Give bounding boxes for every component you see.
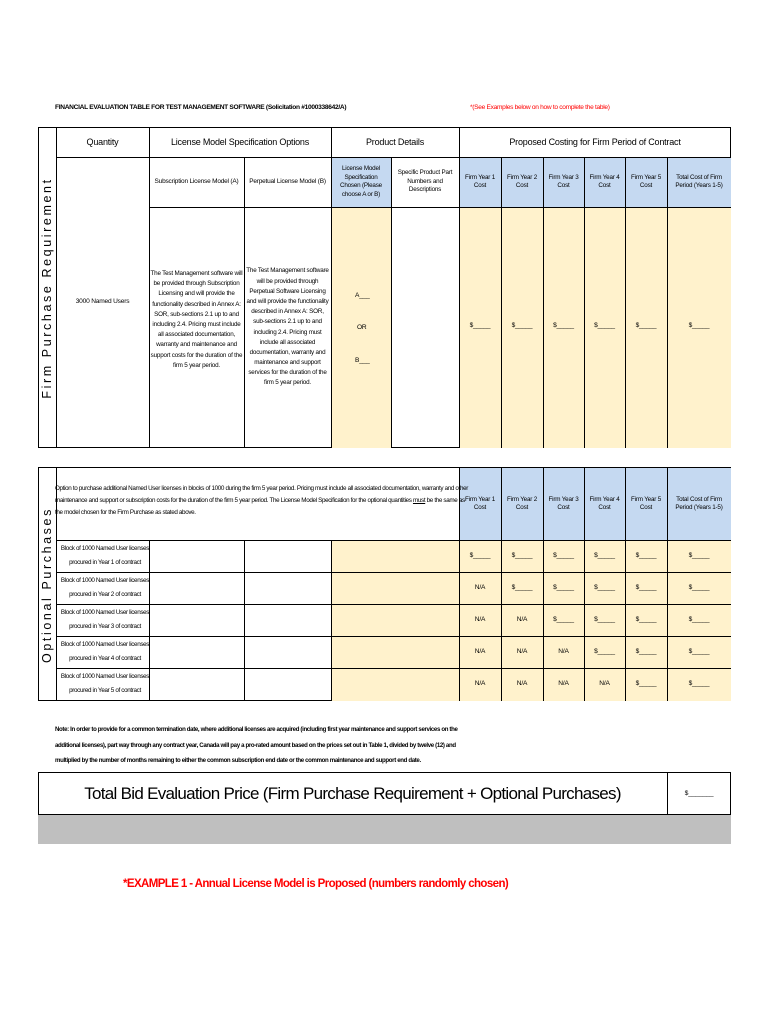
license-chosen-header: License Model Specification Chosen (Please choose A or B) [339, 165, 382, 198]
firm-total-cost[interactable]: $_____ [688, 321, 710, 329]
optional-row-5-year-5-cost[interactable]: $_____ [635, 679, 657, 687]
optional-row-1-year-3-cost[interactable]: $_____ [553, 551, 574, 559]
example-1-title: *EXAMPLE 1 - Annual License Model is Proposed (numbers randomly chosen) [123, 878, 509, 890]
examples-note: *(See Examples below on how to complete the table) [470, 104, 610, 111]
proposed-costing-header: Proposed Costing for Firm Period of Contract [509, 137, 681, 147]
optional-row-5-total[interactable]: $_____ [688, 679, 710, 687]
firm-purchase-side-label: Firm Purchase Requirement [40, 177, 54, 399]
license-options-header: License Model Specification Options [170, 137, 310, 147]
firm-quantity: 3000 Named Users [75, 297, 130, 305]
firm-year-3-cost[interactable]: $_____ [553, 321, 574, 329]
optional-row-label-line-1: Block of 1000 Named User licenses [60, 609, 150, 616]
optional-row-3-year-5-cost[interactable]: $_____ [635, 615, 657, 623]
optional-row-label [60, 574, 150, 602]
optional-row-3-year-2-cost: N/A [516, 615, 528, 623]
optional-row-label-line-2: procured in Year 4 of contract [69, 655, 141, 662]
firm-year-2-header: Firm Year 2 Cost [507, 173, 537, 189]
part-numbers-header: Specific Product Part Numbers and Descriptions [397, 169, 453, 194]
termination-note [55, 722, 458, 769]
optional-intro-line-2b: be the same as [425, 497, 465, 504]
optional-row-1-year-5-cost[interactable]: $_____ [635, 551, 657, 559]
optional-intro-line-2a: maintenance and support or subscription costs for the duration of the firm 5 year period. The License Model Specification for the optional quantities [55, 497, 413, 504]
optional-row-1-total[interactable]: $_____ [688, 551, 710, 559]
optional-row-4-year-2-cost: N/A [516, 647, 528, 655]
optional-row-2-year-5-cost[interactable]: $_____ [635, 583, 657, 591]
optional-row-4-year-1-cost: N/A [474, 647, 486, 655]
opt-year-3-header: Firm Year 3 Cost [548, 495, 579, 511]
note-line-1: Note: In order to provide for a common termination date, where additional licenses are acquired (including first year maintenance and support services on the [55, 726, 458, 733]
optional-details-input[interactable] [331, 540, 459, 701]
optional-row-3-year-1-cost: N/A [474, 615, 486, 623]
optional-row-1-year-4-cost[interactable]: $_____ [594, 551, 615, 559]
optional-row-label [60, 542, 150, 570]
choice-a[interactable]: A___ [355, 292, 370, 299]
optional-row-3-total[interactable]: $_____ [688, 615, 710, 623]
choice-b[interactable]: B___ [355, 357, 370, 364]
opt-total-header: Total Cost of Firm Period (Years 1-5) [675, 495, 723, 511]
product-details-header: Product Details [365, 137, 425, 147]
quantity-header: Quantity [86, 137, 119, 147]
optional-row-4-year-3-cost: N/A [558, 647, 569, 655]
optional-purchases-side-label: Optional Purchases [40, 507, 54, 663]
subscription-model-description: The Test Management software will be provided through Subscription Licensing and will provide the functionality described in Annex A: SOR, sub-sections 2.1 up to and including 2.4. Pricing must include all associated documentation, warranty and maintenance and support costs for the duration of the firm 5 year period. [150, 270, 243, 369]
optional-row-label [60, 638, 150, 666]
optional-intro-must: must [412, 497, 426, 504]
firm-year-2-cost[interactable]: $_____ [511, 321, 533, 329]
subscription-model-header: Subscription License Model (A) [154, 177, 239, 185]
firm-year-3-header: Firm Year 3 Cost [548, 173, 579, 189]
table-title: FINANCIAL EVALUATION TABLE FOR TEST MANAGEMENT SOFTWARE (Solicitation #1000338642/A) [55, 104, 347, 111]
optional-row-3-year-4-cost[interactable]: $_____ [594, 615, 615, 623]
opt-year-5-header: Firm Year 5 Cost [631, 495, 661, 511]
optional-row-label-line-2: procured in Year 5 of contract [69, 687, 141, 694]
note-line-3: multiplied by the number of months remaining to either the common subscription end date or the common maintenance and support end date. [55, 757, 421, 764]
optional-row-label [60, 606, 150, 634]
optional-intro-line-2 [55, 495, 468, 507]
optional-row-label-line-1: Block of 1000 Named User licenses [60, 545, 150, 552]
optional-row-4-total[interactable]: $_____ [688, 647, 710, 655]
total-bid-label: Total Bid Evaluation Price (Firm Purchase Requirement + Optional Purchases) [84, 783, 621, 803]
optional-row-5-year-2-cost: N/A [516, 679, 528, 687]
optional-row-label [60, 670, 150, 698]
firm-year-1-cost[interactable]: $_____ [469, 321, 491, 329]
optional-intro-line-3: the model chosen for the Firm Purchase as stated above. [55, 509, 196, 516]
perpetual-model-header: Perpetual License Model (B) [249, 177, 326, 185]
optional-row-label-line-1: Block of 1000 Named User licenses [60, 641, 150, 648]
perpetual-model-description: The Test Management software will be provided through Perpetual Software Licensing and will provide the functionality described in Annex A: SOR, sub-sections 2.1 up to and including 2.4. Pricing must include all associated documentation, warranty and maintenance and support services for the duration of the firm 5 year period. [246, 267, 329, 387]
optional-intro-line-1: Option to purchase additional Named User licenses in blocks of 1000 during the firm 5 year period. Pricing must include all associated documentation, warranty and other [55, 485, 469, 492]
optional-row-label-line-2: procured in Year 1 of contract [69, 559, 141, 566]
optional-row-label-line-2: procured in Year 2 of contract [69, 591, 141, 598]
optional-row-2-total[interactable]: $_____ [688, 583, 710, 591]
note-line-2: additional licenses), part way through any contract year, Canada will pay a pro-rated amount based on the prices set out in Table 1, divided by twelve (12) and [55, 741, 456, 749]
optional-row-1-year-2-cost[interactable]: $_____ [511, 551, 533, 559]
optional-row-label-line-2: procured in Year 3 of contract [69, 623, 141, 630]
optional-row-1-year-1-cost[interactable]: $_____ [469, 551, 491, 559]
optional-row-5-year-1-cost: N/A [474, 679, 486, 687]
optional-row-2-year-1-cost: N/A [474, 583, 486, 591]
firm-year-5-cost[interactable]: $_____ [635, 321, 657, 329]
firm-total-header: Total Cost of Firm Period (Years 1-5) [675, 173, 723, 189]
optional-row-3-year-3-cost[interactable]: $_____ [553, 615, 574, 623]
optional-row-label-line-1: Block of 1000 Named User licenses [60, 673, 150, 680]
firm-year-4-header: Firm Year 4 Cost [589, 173, 620, 189]
optional-row-2-year-2-cost[interactable]: $_____ [511, 583, 533, 591]
optional-row-2-year-4-cost[interactable]: $_____ [594, 583, 615, 591]
optional-row-2-year-3-cost[interactable]: $_____ [553, 583, 574, 591]
opt-year-1-header: Firm Year 1 Cost [465, 495, 495, 511]
opt-year-4-header: Firm Year 4 Cost [589, 495, 620, 511]
choice-or: OR [357, 324, 367, 331]
separator-band [38, 815, 731, 844]
optional-intro [55, 483, 468, 519]
optional-row-5-year-3-cost: N/A [558, 679, 569, 687]
total-bid-value[interactable]: $_______ [684, 789, 714, 797]
firm-year-1-header: Firm Year 1 Cost [465, 173, 495, 189]
optional-row-4-year-5-cost[interactable]: $_____ [635, 647, 657, 655]
firm-year-4-cost[interactable]: $_____ [594, 321, 615, 329]
optional-row-5-year-4-cost: N/A [599, 679, 610, 687]
opt-year-2-header: Firm Year 2 Cost [507, 495, 537, 511]
firm-year-5-header: Firm Year 5 Cost [631, 173, 661, 189]
optional-row-4-year-4-cost[interactable]: $_____ [594, 647, 615, 655]
optional-row-label-line-1: Block of 1000 Named User licenses [60, 577, 150, 584]
